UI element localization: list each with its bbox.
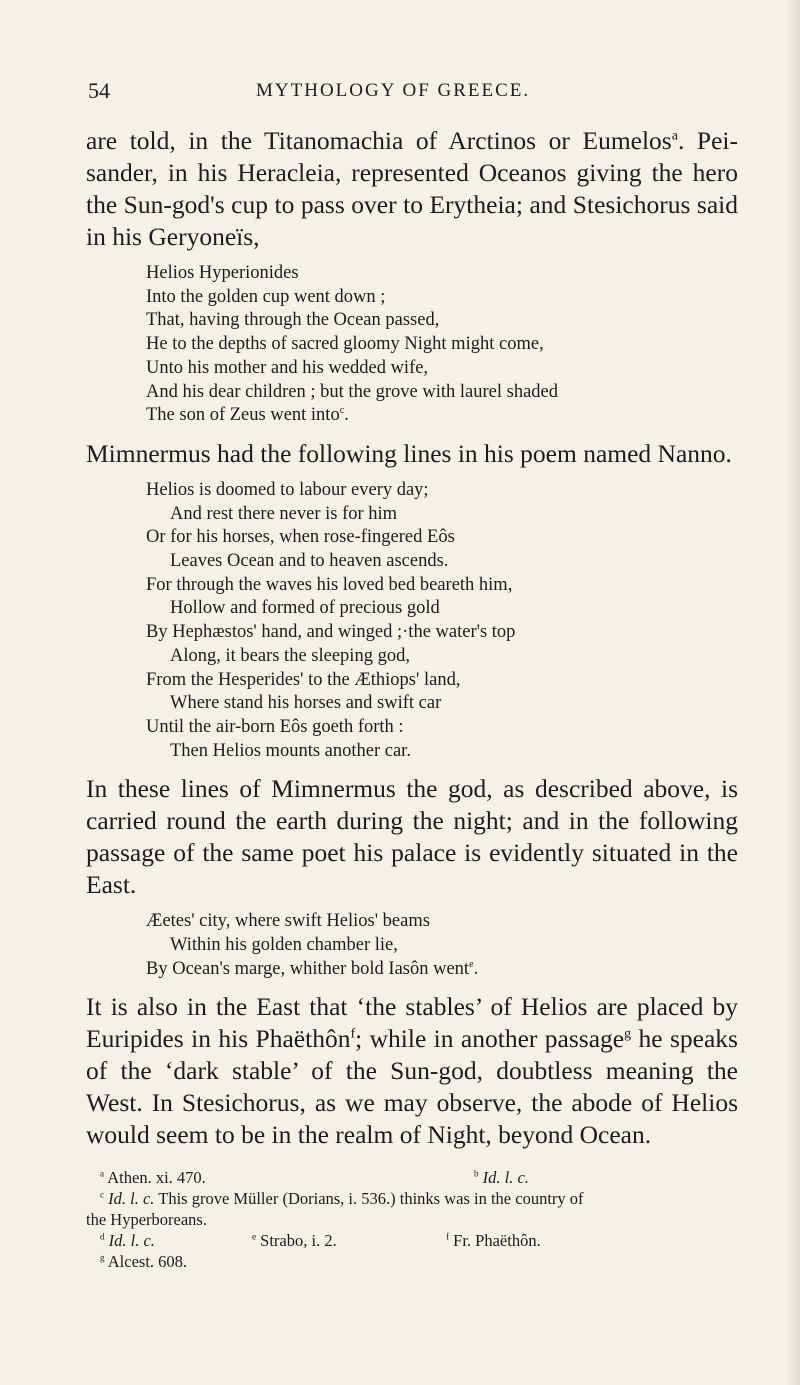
verse-line: By Ocean's marge, whither bold Iasôn went$^e$. xyxy=(146,958,479,979)
paragraph-text: ; while in another passage xyxy=(355,1024,625,1054)
footnote-text: Id. l. c. xyxy=(482,1168,529,1188)
footnote-c xyxy=(86,1188,738,1209)
paragraph-text: . Pei-sander, in his Heracleia, represented Oceanos giving the hero the Sun-god's cup to pass over to Erytheia; and Stesichorus said in his Geryoneïs, xyxy=(86,126,738,251)
verse-line: Until the air-born Eôs goeth forth : xyxy=(146,716,404,737)
footnote-text: Id. l. c. xyxy=(108,1189,155,1209)
verse-line: Into the golden cup went down ; xyxy=(146,286,386,307)
verse-stesichorus xyxy=(146,262,738,428)
paragraph-text: are told, in the Titanomachia of Arctinos or Eumelos xyxy=(86,126,672,155)
footnote-text: Id. l. c. xyxy=(108,1231,155,1251)
footnote-a xyxy=(86,1167,474,1188)
footnote-mark: a xyxy=(100,1168,105,1179)
footnote-ref-a: a xyxy=(671,128,678,144)
footnote-mark: b xyxy=(474,1168,479,1179)
verse-line: For through the waves his loved bed beareth him, xyxy=(146,574,513,595)
verse-line: From the Hesperides' to the Æthiops' land, xyxy=(146,669,461,690)
verse-line-text: By Ocean's marge, whither bold Iasôn went xyxy=(146,958,470,979)
footnote-g xyxy=(86,1251,187,1272)
paragraph-mimnermus-intro: Mimnermus had the following lines in his poem named Nanno. xyxy=(86,438,732,468)
verse-line: And his dear children ; but the grove with laurel shaded xyxy=(146,381,559,402)
footnote-row xyxy=(86,1167,738,1188)
footnote-mark: f xyxy=(446,1231,450,1242)
footnote-ref-g: g xyxy=(624,1026,632,1042)
footnote-text: This grove Müller (Dorians, i. 536.) thinks was in the country of xyxy=(154,1189,584,1209)
footnote-mark: e xyxy=(252,1231,257,1242)
footnote-f xyxy=(446,1230,541,1251)
paragraph-titanomachia xyxy=(86,125,738,253)
verse-line: That, having through the Ocean passed, xyxy=(146,310,440,331)
verse-line: Along, it bears the sleeping god, xyxy=(170,645,410,666)
page-number: 54 xyxy=(88,78,110,103)
verse-line: Helios Hyperionides xyxy=(146,263,299,283)
page-body xyxy=(86,125,738,1272)
page-header xyxy=(88,78,728,108)
footnote-c-continued: the Hyperboreans. xyxy=(86,1210,207,1230)
footnote-text: Fr. Phaëthôn. xyxy=(453,1231,541,1251)
verse-line: By Hephæstos' hand, and winged ;·the water's top xyxy=(146,622,516,643)
verse-line: Hollow and formed of precious gold xyxy=(170,598,440,619)
footnote-text: Athen. xi. 470. xyxy=(107,1168,206,1188)
footnote-row xyxy=(86,1251,738,1272)
footnote-mark: c xyxy=(100,1189,105,1200)
paragraph-text: he speaks of the ‘dark stable’ of the Sun-god, doubtless meaning the West. In Stesichorus, as we may observe, the abode of Helios would seem to be in the realm of Night, beyond Ocean. xyxy=(86,1024,738,1150)
footnote-mark: g xyxy=(100,1252,105,1263)
verse-aeetes xyxy=(146,910,738,981)
verse-line: Or for his horses, when rose-fingered Eôs xyxy=(146,527,455,548)
verse-line: He to the depths of sacred gloomy Night might come, xyxy=(146,334,544,355)
paragraph-stables xyxy=(86,991,738,1151)
footnote-b xyxy=(474,1167,529,1188)
footnote-text: Strabo, i. 2. xyxy=(260,1231,337,1251)
paragraph-text: It is also in the East that ‘the stables’ of Helios are placed by Euripides in his Phaëthôn xyxy=(86,992,738,1054)
footnote-d xyxy=(86,1230,252,1251)
footnote-text: Alcest. 608. xyxy=(107,1252,188,1272)
footnote-ref-f: f xyxy=(350,1026,356,1042)
footnote-row xyxy=(86,1230,738,1251)
footnote-e xyxy=(252,1230,446,1251)
verse-line: Æetes' city, where swift Helios' beams xyxy=(146,911,430,932)
verse-line-text: The son of Zeus went into xyxy=(146,405,340,426)
footnote-ref-e: e xyxy=(469,958,474,970)
verse-line: The son of Zeus went into$^c$. xyxy=(146,405,349,426)
paragraph-mimnermus-commentary: In these lines of Mimnermus the god, as described above, is carried round the earth during the night; and in the following passage of the same poet his palace is evidently situated in the East. xyxy=(86,774,738,900)
footnote-mark: d xyxy=(100,1231,105,1242)
running-title: MYTHOLOGY OF GREECE. xyxy=(256,80,531,101)
verse-line: Helios is doomed to labour every day; xyxy=(146,479,429,500)
verse-line: Unto his mother and his wedded wife, xyxy=(146,357,429,378)
footnote-ref-c: c xyxy=(339,405,345,417)
footnotes xyxy=(86,1167,738,1272)
verse-line: And rest there never is for him xyxy=(170,503,398,524)
verse-mimnermus-nanno xyxy=(146,479,738,763)
verse-line: Then Helios mounts another car. xyxy=(170,740,411,761)
verse-line: Where stand his horses and swift car xyxy=(170,693,442,714)
page-edge-shadow xyxy=(786,0,800,1385)
verse-line: Leaves Ocean and to heaven ascends. xyxy=(170,551,449,572)
verse-line: Within his golden chamber lie, xyxy=(170,935,398,956)
